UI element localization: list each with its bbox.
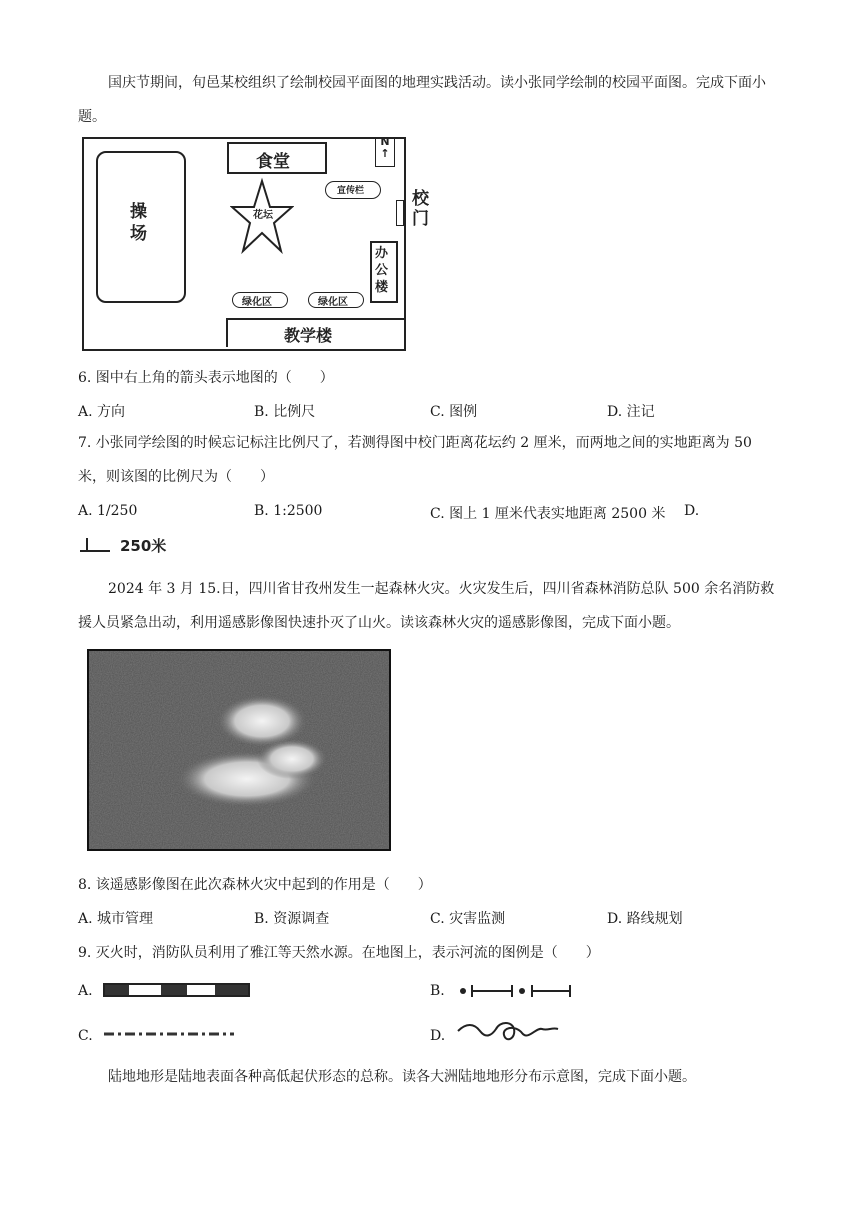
q9-stem: 9. 灭火时，消防队员利用了雅江等天然水源。在地图上，表示河流的图例是（ ）	[78, 945, 600, 961]
flower-bed-label: 花坛	[253, 210, 273, 221]
q8-option-a: A. 城市管理	[78, 911, 154, 927]
scale-bar	[80, 534, 180, 556]
q7-stem: 7. 小张同学绘图的时候忘记标注比例尺了，若测得图中校门距离花坛约 2 厘米，而两地之间的实地距离为 50 米，则该图的比例尺为（ ）	[78, 435, 752, 485]
playground-label: 操场	[130, 202, 147, 244]
scale-bar-base	[80, 550, 110, 552]
canteen-label: 食堂	[256, 152, 290, 172]
campus-map	[82, 135, 429, 351]
q7-option-b: B. 1:2500	[254, 503, 323, 519]
promo-board-label: 宣传栏	[337, 186, 365, 196]
gate	[396, 200, 404, 226]
q7-option-a: A. 1/250	[78, 503, 138, 519]
river-symbol-icon	[456, 1017, 560, 1047]
q8-option-b: B. 资源调查	[254, 911, 330, 927]
q9-option-b: B.	[430, 983, 445, 999]
scale-bar-label: 250米	[120, 537, 167, 555]
green-area-2-label: 绿化区	[318, 297, 348, 308]
q9-option-a: A.	[78, 983, 93, 999]
green-area-1-label: 绿化区	[242, 297, 272, 308]
intro-paragraph-1: 国庆节期间，旬邑某校组织了绘制校园平面图的地理实践活动。读小张同学绘制的校园平面图。完成下面小题。	[78, 75, 766, 125]
q6-stem: 6. 图中右上角的箭头表示地图的（ ）	[78, 370, 334, 386]
q7-option-d: D.	[684, 503, 700, 519]
boundary-symbol-icon	[456, 982, 574, 1000]
q9-option-d: D.	[430, 1028, 446, 1044]
q9-option-c: C.	[78, 1028, 93, 1044]
intro-paragraph-3: 陆地地形是陆地表面各种高低起伏形态的总称。读各大洲陆地地形分布示意图，完成下面小题。	[108, 1069, 696, 1085]
intro-paragraph-2: 2024 年 3 月 15.日，四川省甘孜州发生一起森林火灾。火灾发生后，四川省森林消防总队 500 余名消防救援人员紧急出动，利用遥感影像图快速扑灭了山火。读该森林火灾的遥感影像图，完成下面小题。	[78, 581, 775, 631]
q8-option-c: C. 灾害监测	[430, 911, 506, 927]
q8-option-d: D. 路线规划	[607, 911, 683, 927]
q6-option-b: B. 比例尺	[254, 404, 316, 420]
remote-sensing-image	[87, 649, 391, 851]
teaching-label: 教学楼	[284, 326, 333, 345]
dash-dot-line-icon	[104, 1029, 234, 1039]
q6-option-c: C. 图例	[430, 404, 478, 420]
q8-stem: 8. 该遥感影像图在此次森林火灾中起到的作用是（ ）	[78, 877, 432, 893]
q6-option-d: D. 注记	[607, 404, 655, 420]
north-arrow-icon: N ↑	[380, 135, 390, 160]
gate-label: 校门	[412, 189, 429, 229]
office-label: 办公楼	[375, 246, 389, 295]
q7-option-c: C. 图上 1 厘米代表实地距离 2500 米	[430, 506, 666, 522]
railway-symbol-icon	[103, 982, 251, 998]
q6-option-a: A. 方向	[78, 404, 126, 420]
